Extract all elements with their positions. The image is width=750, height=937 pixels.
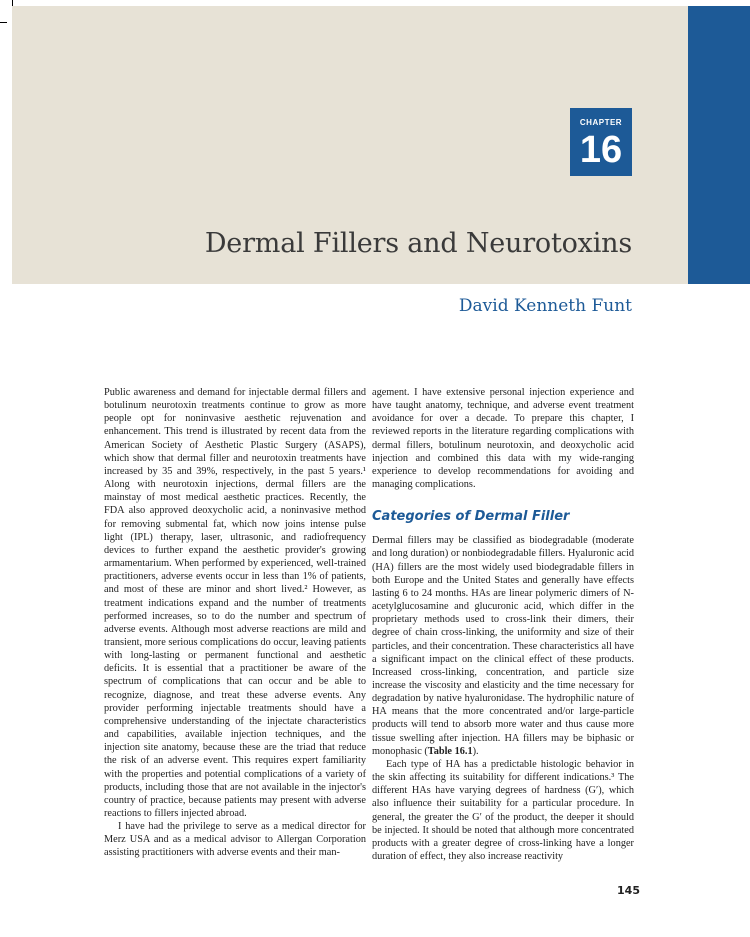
body-column-left	[104, 386, 366, 860]
chapter-number-box	[570, 108, 632, 176]
ha-behavior-paragraph: Each type of HA has a predictable histologic behavior in the skin affecting its suitability for different indications.³ The different HAs have varying degrees of hardness (G′), which also influence their suitability for a particular procedure. In general, the greater the G′ of the product, the deeper it should be injected. It should be noted that although more concentrated products with a greater degree of cross-linking have a longer duration of effect, they also increase reactivity	[372, 758, 634, 862]
section-heading: Categories of Dermal Filler	[372, 509, 570, 525]
intro-paragraph: Public awareness and demand for injectable dermal fillers and botulinum neurotoxin treatments continue to grow as more people opt for noninvasive aesthetic rejuvenation and enhancement. This trend is illustrated by recent data from the American Society of Aesthetic Plastic Surgery (ASAPS), which show that dermal filler and neurotoxin treatments have increased by 35 and 39%, respectively, in the past 5 years.¹ Along with neurotoxin injections, dermal fillers are the mainstay of most medical aesthetic practices. Recently, the FDA also approved deoxycholic acid, a noninvasive method for removing submental fat, which now joins intense pulse light (IPL) therapy, laser, ultrasonic, and radiofrequency devices to further expand the aesthetic provider's growing armamentarium. When performed by experienced, well-trained practitioners, adverse events occur in less than 1% of patients, and most of these are minor and short lived.² However, as treatment indications expand and the number of treatments performed increases, so to do the number and spectrum of adverse events. Although most adverse reactions are mild and transient, more serious complications do occur, leaving patients with long-lasting or permanent functional and aesthetic deficits. It is essential that a practitioner be aware of the spectrum of complications that can occur and be able to recognize, diagnose, and treat these adverse events. Any provider performing injectable treatments should have a comprehensive understanding of the injectate characteristics and capabilities, available injection techniques, and the injection site anatomy, because these are the triad that reduce the risk of an adverse event. This requires expert familiarity with the properties and potential complications of a variety of products, including those that are not available in the injector's country of practice, because patients may present with adverse reactions to fillers injected abroad.	[104, 387, 366, 819]
body-column-right	[372, 386, 634, 863]
chapter-label: CHAPTER	[579, 118, 623, 127]
filler-categories-end: ).	[472, 745, 479, 757]
author-name: David Kenneth Funt	[458, 296, 632, 316]
chapter-side-tab	[688, 6, 750, 284]
continued-paragraph: agement. I have extensive personal injection experience and have taught anatomy, technique, and adverse event treatment avoidance for over a decade. To prepare this chapter, I reviewed reports in the literature regarding complications with dermal fillers, botulinum neurotoxin, and deoxycholic acid injection and combined this data with my wide-ranging experience to develop recommendations for avoiding and managing complications.	[372, 387, 634, 491]
page-number: 145	[617, 884, 640, 897]
disclosure-paragraph: I have had the privilege to serve as a medical director for Merz USA and as a medical advisor to Allergan Corporation assisting practitioners with adverse events and their man-	[104, 821, 366, 859]
chapter-title: Dermal Fillers and Neurotoxins	[204, 228, 632, 259]
table-reference[interactable]: Table 16.1	[427, 745, 473, 757]
crop-mark-horizontal	[0, 22, 7, 23]
filler-categories-text: Dermal fillers may be classified as biodegradable (moderate and long duration) or nonbiodegradable fillers. Hyaluronic acid (HA) fillers are the most widely used biodegradable fillers in both Europe and the United States and generally have effects lasting 6 to 24 months. HAs are linear polymeric dimers of N-acetylglucosamine and glucuronic acid, which differ in the proprietary methods used to cross-link their dimers, their degree of chain cross-linking, the uniformity and size of their particles, and their concentration. These characteristics all have a significant impact on the clinical effect of these products. Increased cross-linking, concentration, and particle size increase the viscosity and elasticity and the time necessary for degradation by native hyaluronidase. The hydrophilic nature of HA means that the more concentrated and/or large-particle products will tend to absorb more water and thus cause more tissue swelling after injection. HA fillers may be biphasic or monophasic (	[372, 535, 634, 757]
chapter-number: 16	[579, 129, 623, 171]
filler-categories-paragraph	[372, 534, 634, 758]
